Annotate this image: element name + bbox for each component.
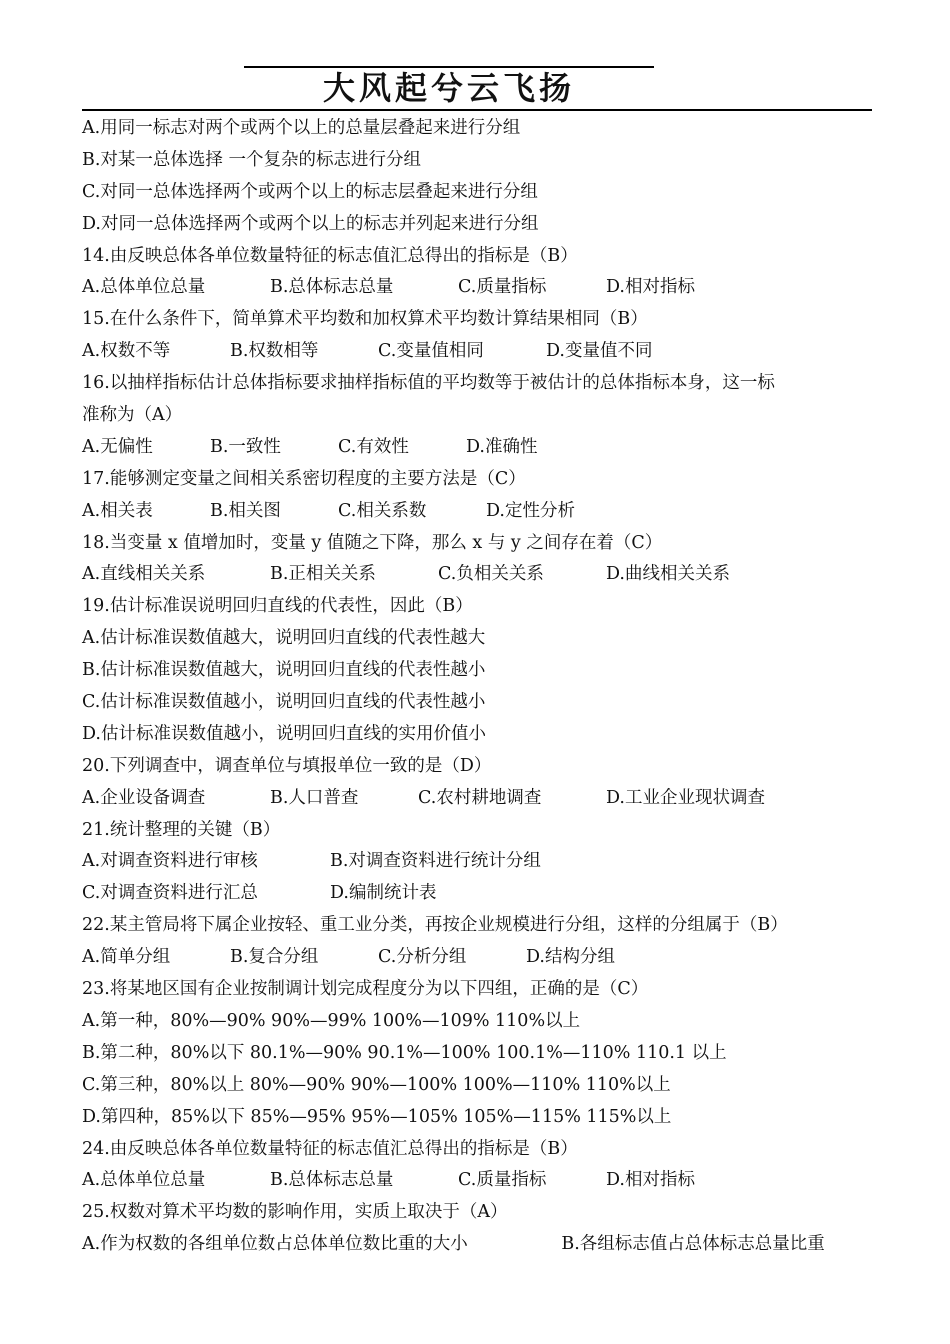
text-line: C.估计标准误数值越小，说明回归直线的代表性越小 xyxy=(82,692,486,713)
answer-option: C.有效性 xyxy=(338,436,409,457)
answer-options-row xyxy=(82,432,877,464)
answer-option: A.无偏性 xyxy=(82,436,153,457)
answer-options-row xyxy=(82,1229,877,1261)
answer-option: B.总体标志总量 xyxy=(270,1170,394,1191)
document-body xyxy=(82,113,877,1261)
answer-option: D.相对指标 xyxy=(606,277,695,298)
answer-option: C.相关系数 xyxy=(338,500,427,521)
question-text: 18.当变量 x 值增加时，变量 y 值随之下降，那么 x 与 y 之间存在着（C） xyxy=(82,532,663,553)
answer-options-row xyxy=(82,559,877,591)
answer-option: D.相对指标 xyxy=(606,1170,695,1191)
question-text: 16.以抽样指标估计总体指标要求抽样指标值的平均数等于被估计的总体指标本身，这一标 xyxy=(82,373,775,394)
answer-option: C.分析分组 xyxy=(378,947,467,968)
question-text: 23.将某地区国有企业按制调计划完成程度分为以下四组，正确的是（C） xyxy=(82,979,649,1000)
question-text: 17.能够测定变量之间相关系密切程度的主要方法是（C） xyxy=(82,468,526,489)
question-text: 24.由反映总体各单位数量特征的标志值汇总得出的指标是（B） xyxy=(82,1138,578,1159)
answer-option: C.变量值相同 xyxy=(378,341,484,362)
answer-option: C.农村耕地调查 xyxy=(418,787,542,808)
answer-option: B.对调查资料进行统计分组 xyxy=(330,851,541,872)
text-line: A.估计标准误数值越大，说明回归直线的代表性越大 xyxy=(82,628,486,649)
answer-option: A.简单分组 xyxy=(82,947,171,968)
text-line: D.估计标准误数值越小，说明回归直线的实用价值小 xyxy=(82,723,486,744)
answer-option: B.权数相等 xyxy=(230,341,319,362)
answer-option: D.曲线相关关系 xyxy=(606,564,730,585)
answer-options-row xyxy=(82,783,877,815)
question-text: 21.统计整理的关键（B） xyxy=(82,819,281,840)
answer-option: D.工业企业现状调查 xyxy=(606,787,765,808)
answer-option: C.对调查资料进行汇总 xyxy=(82,883,258,904)
question-text: 22.某主管局将下属企业按轻、重工业分类，再按企业规模进行分组，这样的分组属于（B） xyxy=(82,915,788,936)
question-text: 20.下列调查中，调查单位与填报单位一致的是（D） xyxy=(82,755,492,776)
answer-option: B.总体标志总量 xyxy=(270,277,394,298)
answer-option: B.复合分组 xyxy=(230,947,319,968)
answer-option: D.编制统计表 xyxy=(330,883,437,904)
answer-option: C.质量指标 xyxy=(458,1170,547,1191)
answer-option: A.企业设备调查 xyxy=(82,787,206,808)
answer-option: A.相关表 xyxy=(82,500,153,521)
text-line: D.对同一总体选择两个或两个以上的标志并列起来进行分组 xyxy=(82,213,539,234)
text-line: D.第四种，85%以下 85%—95% 95%—105% 105%—115% 115%以上 xyxy=(82,1106,672,1127)
question-text: 14.由反映总体各单位数量特征的标志值汇总得出的指标是（B） xyxy=(82,245,578,266)
answer-options-row xyxy=(82,878,877,910)
answer-option: D.变量值不同 xyxy=(546,341,653,362)
text-line: B.对某一总体选择 一个复杂的标志进行分组 xyxy=(82,149,421,170)
text-line: B.第二种，80%以下 80.1%—90% 90.1%—100% 100.1%—110% 110.1 以上 xyxy=(82,1042,727,1063)
answer-options-row xyxy=(82,272,877,304)
text-line: C.第三种，80%以上 80%—90% 90%—100% 100%—110% 110%以上 xyxy=(82,1074,671,1095)
answer-option: B.相关图 xyxy=(210,500,281,521)
header-bottom-rule xyxy=(82,109,872,111)
text-line: A.第一种，80%—90% 90%—99% 100%—109% 110%以上 xyxy=(82,1010,581,1031)
answer-option: C.质量指标 xyxy=(458,277,547,298)
answer-option: A.总体单位总量 xyxy=(82,277,206,298)
answer-options-row xyxy=(82,336,877,368)
answer-options-row xyxy=(82,942,877,974)
question-text: 25.权数对算术平均数的影响作用，实质上取决于（A） xyxy=(82,1202,508,1223)
question-text: 19.估计标准误说明回归直线的代表性，因此（B） xyxy=(82,596,473,617)
text-line: B.估计标准误数值越大，说明回归直线的代表性越小 xyxy=(82,660,486,681)
answer-option: B.各组标志值占总体标志总量比重 xyxy=(561,1234,825,1255)
answer-options-row xyxy=(82,496,877,528)
answer-option: A.总体单位总量 xyxy=(82,1170,206,1191)
question-text: 15.在什么条件下，简单算术平均数和加权算术平均数计算结果相同（B） xyxy=(82,309,648,330)
answer-option: A.作为权数的各组单位数占总体单位数比重的大小 xyxy=(82,1234,468,1255)
text-line: 准称为（A） xyxy=(82,405,183,426)
text-line: A.用同一标志对两个或两个以上的总量层叠起来进行分组 xyxy=(82,118,521,138)
answer-option: B.一致性 xyxy=(210,436,281,457)
text-line: C.对同一总体选择两个或两个以上的标志层叠起来进行分组 xyxy=(82,181,538,202)
answer-option: D.定性分析 xyxy=(486,500,575,521)
answer-option: A.对调查资料进行审核 xyxy=(82,851,258,872)
answer-option: A.权数不等 xyxy=(82,341,171,362)
answer-option: B.正相关关系 xyxy=(270,564,376,585)
answer-option: B.人口普查 xyxy=(270,787,359,808)
page-header-title: 大风起兮云飞扬 xyxy=(322,69,575,107)
answer-options-row xyxy=(82,1165,877,1197)
answer-option: D.准确性 xyxy=(466,436,538,457)
answer-option: A.直线相关关系 xyxy=(82,564,206,585)
answer-option: C.负相关关系 xyxy=(438,564,544,585)
answer-options-row xyxy=(82,846,877,878)
answer-option: D.结构分组 xyxy=(526,947,615,968)
